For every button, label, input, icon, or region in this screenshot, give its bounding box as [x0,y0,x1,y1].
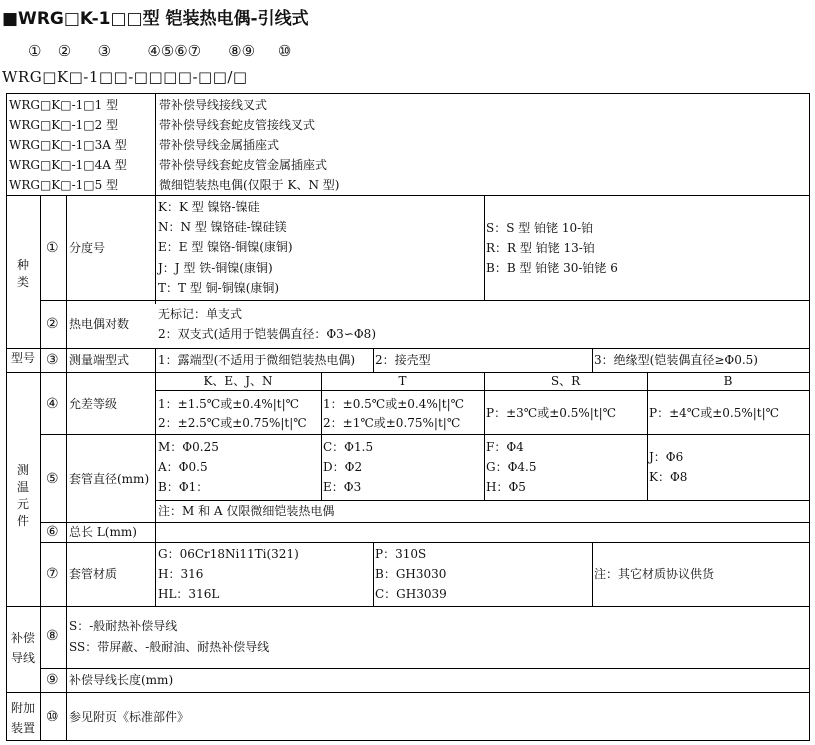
diameter-note: 注：M 和 A 仅限微细铠装热电偶 [158,504,335,518]
tolerance-option: 1：±0.5℃或±0.4%|t|℃ [323,397,465,411]
graduation-option: B：B 型 铂铑 30-铂铑 6 [486,261,618,275]
rule [592,348,593,372]
group-extra-label: 附加装置 [10,701,35,735]
group-model [7,350,39,367]
rule [647,372,648,500]
rule [40,542,809,543]
pos-1: ① [28,42,42,60]
diameter-option: J：Φ6 [649,450,684,464]
type-desc: 微细铠装热电偶(仅限于 K、N 型) [159,178,340,192]
type-desc: 带补偿导线套蛇皮管接线叉式 [159,118,316,132]
position-numbers [28,42,291,60]
pos-2: ② [57,42,72,60]
group-sensor-label: 测温元件 [16,463,29,528]
rule [40,300,809,301]
rule [592,542,593,606]
rule [40,195,41,741]
graduation-option: E：E 型 镍铬-铜镍(康铜) [158,240,293,254]
rule [373,542,374,606]
group-kind-label: 种类 [16,258,29,289]
diameter-option: F：Φ4 [486,440,524,454]
type-code: WRG□K□-1□3A 型 [9,138,127,152]
row-num: ⑩ [46,709,59,725]
diameter-option: K：Φ8 [649,470,688,484]
group-kind [7,257,39,291]
diameter-option: C：Φ1.5 [323,440,374,454]
row-num: ③ [46,352,59,368]
spec-table [6,93,810,741]
rule [7,692,809,693]
column-header: S、R [550,374,581,388]
rule [66,195,67,741]
rule [373,348,374,372]
pos-10: ⑩ [277,42,292,60]
column-header: T [398,374,407,388]
column-header: K、E、J、N [203,374,273,388]
pos-3: ③ [97,42,112,60]
row-num: ② [46,316,59,332]
type-desc: 带补偿导线金属插座式 [159,138,280,152]
graduation-option: T：T 型 铜-铜镍(康铜) [158,281,280,295]
column-header: B [723,374,733,388]
model-code: WRG□K□-1□□-□□□□-□□/□ [2,68,248,86]
diameter-option: G：Φ4.5 [486,460,537,474]
tolerance-option: 2：±1℃或±0.75%|t|℃ [323,416,461,430]
material-option: B：GH3030 [375,567,447,581]
diameter-option: D：Φ2 [323,460,363,474]
junction-option: 1：露端型(不适用于微细铠装热电偶) [158,353,355,367]
row-num: ⑦ [46,566,59,582]
row-num: ⑧ [46,628,59,644]
diameter-option: M：Φ0.25 [158,440,219,454]
rule [155,195,156,304]
material-option: P：310S [375,547,427,561]
row-label: 总长 L(mm) [69,525,137,539]
diameter-option: B：Φ1： [158,480,209,494]
row-num: ⑥ [46,524,59,540]
graduation-option: S：S 型 铂铑 10-铂 [486,221,594,235]
group-model-label: 型号 [10,351,35,365]
tolerance-option: 2：±2.5℃或±0.75%|t|℃ [158,416,307,430]
rule [40,522,809,523]
rule [484,195,485,300]
row-num: ④ [46,396,59,412]
rule [484,372,485,500]
junction-option: 2：接壳型 [375,353,431,367]
rule [155,94,156,195]
row-label: 补偿导线长度(mm) [69,673,174,687]
graduation-option: K：K 型 镍铬-镍硅 [158,200,260,214]
row-label: 套管直径(mm) [69,472,150,486]
comp-wire-option: S：-般耐热补偿导线 [69,619,178,633]
diameter-option: H：Φ5 [486,480,526,494]
graduation-option: J：J 型 铁-铜镍(康铜) [158,261,273,275]
diameter-option: A：Φ0.5 [158,460,208,474]
tolerance-option: P：±3℃或±0.5%|t|℃ [486,406,617,420]
type-code: WRG□K□-1□4A 型 [9,158,127,172]
pair-option: 2：双支式(适用于铠装偶直径：Φ3∽Φ8) [158,327,376,341]
junction-option: 3：绝缘型(铠装偶直径≥Φ0.5) [594,353,758,367]
graduation-option: N：N 型 镍铬硅-镍硅镁 [158,220,287,234]
type-code: WRG□K□-1□5 型 [9,178,119,192]
type-code: WRG□K□-1□1 型 [9,98,119,112]
row-label: 热电偶对数 [69,317,130,331]
tolerance-option: 1：±1.5℃或±0.4%|t|℃ [158,397,300,411]
rule [7,606,809,607]
material-option: G：06Cr18Ni11Ti(321) [158,547,299,561]
row-label: 允差等级 [69,397,118,411]
material-option: HL：316L [158,587,220,601]
page-title: ■WRG□K-1□□型 铠装热电偶-引线式 [2,9,309,29]
row-num: ⑤ [46,471,59,487]
rule [7,195,809,196]
row-label: 分度号 [69,241,106,255]
material-note: 注：其它材质协议供货 [594,567,715,581]
rule [40,668,809,669]
group-comp [7,628,39,668]
group-sensor [7,462,39,530]
row-label: 套管材质 [69,567,118,581]
pos-8-9: ⑧⑨ [228,42,256,60]
row-num: ① [46,240,59,256]
row-label: 参见附页《标准部件》 [69,710,190,724]
rule [321,372,322,500]
group-extra [7,698,39,738]
row-label: 测量端型式 [69,353,130,367]
comp-wire-option: SS：带屏蔽、-般耐油、耐热补偿导线 [69,640,270,654]
tolerance-option: P：±4℃或±0.5%|t|℃ [649,406,780,420]
graduation-option: R：R 型 铂铑 13-铂 [486,241,595,255]
row-num: ⑨ [46,672,59,688]
rule [40,434,809,435]
type-desc: 带补偿导线接线叉式 [159,98,268,112]
type-desc: 带补偿导线套蛇皮管金属插座式 [159,158,328,172]
material-option: C：GH3039 [375,587,447,601]
type-code: WRG□K□-1□2 型 [9,118,119,132]
group-comp-label: 补偿导线 [10,631,35,665]
pos-4-7: ④⑤⑥⑦ [147,42,202,60]
rule [7,348,809,349]
pair-option: 无标记：单支式 [158,307,243,321]
material-option: H：316 [158,567,204,581]
diameter-option: E：Φ3 [323,480,362,494]
